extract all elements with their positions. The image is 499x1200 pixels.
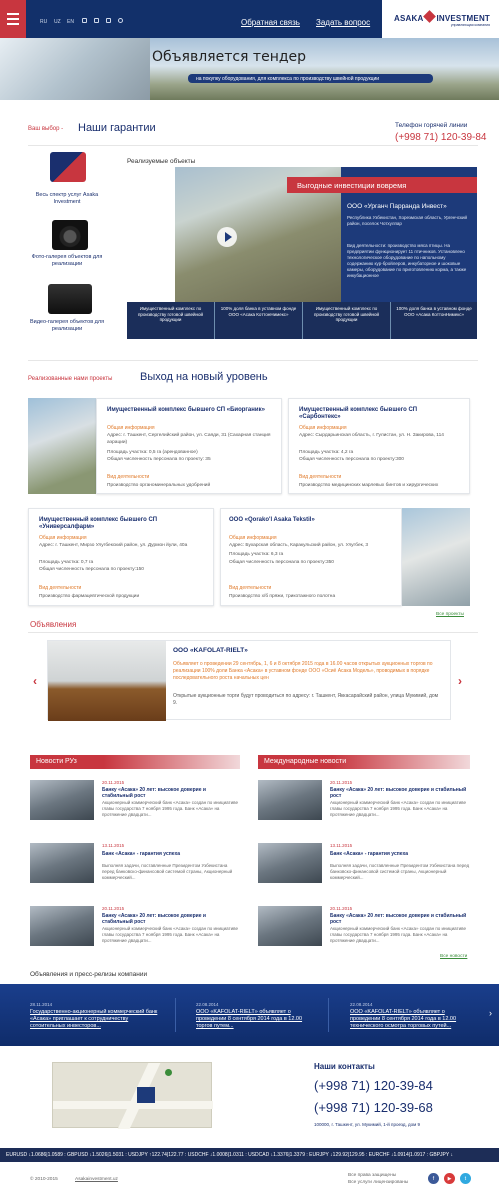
all-news-link[interactable]: Все новости [440,954,468,959]
press-next-icon[interactable]: › [489,1008,492,1018]
featured-description: Вид деятельности: производство мяса птицы. На предприятии функционирует 11 птичников. Установлено технологическое оборудование по напольному содержанию кур-бройлеров, инкубаторное и шоковые камеры, оборудование по приготовлению корма, а также инкубационное [347,243,467,278]
divider [28,632,478,633]
realized-small: Реализованные нами проекты [28,376,113,382]
news-date: 13.11.2015 [102,843,125,848]
hotline-label: Телефон горячей линии [395,122,468,129]
project-staff: Общая численность персонала по проекту: 35 [107,457,211,462]
featured-logo-panel [127,167,175,302]
news-image[interactable] [30,843,94,883]
news-text: Акционерный коммерческий банк «Асака» создан по инициативе главы государства 7 ноября 1995 года. Банк «Асака» на протяжение двадцати... [330,926,466,943]
project-info-label: Общая информация [299,425,347,431]
news-intl-heading[interactable]: Международные новости [258,755,470,769]
news-title[interactable]: Банку «Асака» 20 лет: высокое доверие и стабильный рост [102,787,206,799]
press-heading: Объявления и пресс-релизы компании [30,971,148,978]
news-date: 20.11.2015 [330,906,353,911]
news-title[interactable]: Банку «Асака» 20 лет: высокое доверие и стабильный рост [330,787,467,799]
project-area: Площадь участка: 0,5 га (арендованное) [107,450,198,455]
featured-red-banner: Выгодные инвестиции вовремя [287,177,477,193]
project-activity: Производство медицинских марлевых бинтов и хирургических [299,483,439,488]
project-address: Адрес: г. Ташкент, Сергелийский район, ул. Саяди, 31 (Сахарная станция аэрации) [107,433,271,445]
project-address: Адрес: г. Ташкент, Мирзо Улугбекский район, ул. Дурмон йули, 40а [39,543,188,548]
news-text: Выполняя задачи, поставленные Президентом Узбекистана перед банковско-финансовой системой страны, Акционерный коммерческий... [102,863,233,880]
banner-factory-photo [0,38,150,100]
news-date: 20.11.2015 [102,780,125,785]
project-activity-label: Вид деятельности [299,474,342,480]
featured-tab[interactable]: Имущественный комплекс по производству готовой швейной продукции [127,302,214,339]
video-camera-icon[interactable] [48,284,92,314]
next-arrow-icon[interactable]: › [458,674,462,688]
feedback-link[interactable]: Обратная связь [241,18,300,27]
project-address: Адрес: Сырдарьинская область, г. Гулистан, ул. Н. Закирова, 114 [299,433,444,438]
logo-text-2: INVESTMENT [436,13,491,23]
services-icon[interactable] [50,152,86,182]
search-icon[interactable] [118,18,123,23]
home-icon[interactable] [82,18,87,23]
banner-title: Объявляется тендер [152,49,307,65]
map-road [53,1101,213,1109]
divider [328,998,329,1032]
project-info-label: Общая информация [229,535,277,541]
news-date: 13.11.2015 [330,843,353,848]
currency-ticker: EURUSD ↓1.0686|1.0589 : GBPUSD ↓1.5026|1.5031 : USDJPY ↑122.74|122.77 : USDCHF ↓1.0008|1.0311 : USDCAD ↓1.3376|1.3379 : EURJPY ↓129.92|129.95 : EURCHF ↓1.0914|1.0917 : GBPJPY ↓ [0,1148,499,1162]
map-building-icon [137,1087,155,1103]
featured-address: Республика Узбекистан, Хорезмская область, Ургенчский район, поселок Чотхулпар [347,215,467,226]
featured-slider[interactable] [127,167,477,339]
project-staff: Общая численность персонала по проекту:350 [229,560,334,565]
project-activity-label: Вид деятельности [229,585,272,591]
announce-heading: Объявления [30,620,77,629]
prev-arrow-icon[interactable]: ‹ [33,674,37,688]
all-projects-link[interactable]: Все проекты [436,612,464,617]
press-date: 22.08.2014 [196,1002,219,1007]
hotline-phone[interactable]: (+998 71) 120-39-84 [395,132,487,143]
featured-title: ООО «Урганч Парранда Инвест» [347,203,447,210]
project-title[interactable]: Имущественный комплекс бывшего СП «Сарбонтекс» [299,407,418,420]
rights-text: Все права защищены [348,1173,397,1178]
news-title[interactable]: Банку «Асака» 20 лет: высокое доверие и стабильный рост [102,913,206,925]
project-address: Адрес: Бухарская область, Каракульский район, ул. Улугбек, 3 [229,543,369,548]
featured-tab[interactable]: Имущественный комплекс по производству готовой швейной продукции [303,302,390,339]
copyright: © 2010-2015 [30,1177,58,1182]
project-activity-label: Вид деятельности [107,474,150,480]
announce-text: Открытые аукционные торги будут проводиться по адресу: г. Ташкент, Яккасарайский район, улица Мукимий, дом 9. [173,693,439,706]
side-photo-label[interactable]: Фото-галерея объектов для реализации [31,254,103,267]
news-title[interactable]: Банку «Асака» 20 лет: высокое доверие и стабильный рост [330,913,467,925]
project-title[interactable]: Имущественный комплекс бывшего СП «Биорганик» [107,407,265,413]
news-text: Акционерный коммерческий банк «Асака» создан по инициативе главы государства 7 ноября 1995 года. Банк «Асака» на протяжение двадцати... [102,926,238,943]
project-photo [28,398,96,494]
contact-phone-2[interactable]: (+998 71) 120-39-68 [314,1100,433,1115]
announcement-card[interactable] [47,640,451,720]
project-card[interactable] [220,508,402,606]
news-date: 20.11.2015 [102,906,125,911]
project-activity: Производство фармацевтической продукции [39,594,140,599]
project-card[interactable] [28,508,214,606]
youtube-icon[interactable]: ▶ [444,1173,455,1184]
featured-heading: Реализуемые объекты [127,158,196,165]
facebook-icon[interactable]: f [428,1173,439,1184]
logo-text: ASAKA [394,13,424,23]
project-activity-label: Вид деятельности [39,585,82,591]
project-card[interactable] [96,398,282,494]
press-slider[interactable] [0,984,499,1046]
lang-uz[interactable]: UZ [54,19,61,25]
logo-diamond-icon [424,10,437,23]
news-text: Акционерный коммерческий банк «Асака» создан по инициативе главы государства 7 ноября 1995 года. Банк «Асака» на протяжение двадцати... [330,800,466,817]
lang-ru[interactable]: RU [40,19,48,25]
announce-highlight: Объявляет о проведении 29 сентябрь, 1, 6 и 8 октября 2015 года в 16.00 часов открытых аукционных торгов по реализации 100% доли Банка «Асака» в уставном фонде ООО «Осиё Асака Модель», проводимых в порядке последовательного роста начальных цен [173,661,433,681]
project-area: Площадь участка: 0,7 га [39,560,94,565]
guarantees-title: Наши гарантии [78,122,156,134]
news-date: 20.11.2015 [330,780,353,785]
project-staff: Общая численность персонала по проекту:150 [39,567,144,572]
news-image[interactable] [30,780,94,820]
featured-tab[interactable]: 100% доля банка в уставном фонде ООО «Асака КоттонНимекс» [391,302,477,339]
side-video-label[interactable]: Видео-галерея объектов для реализации [29,319,105,332]
project-title[interactable]: Имущественный комплекс бывшего СП «Универсалфарм» [39,517,158,530]
project-title[interactable]: ООО «Qorako'l Asaka Tekstil» [229,517,315,523]
news-text: Акционерный коммерческий банк «Асака» создан по инициативе главы государства 7 ноября 1995 года. Банк «Асака» на протяжение двадцати... [102,800,238,817]
twitter-icon[interactable]: t [460,1173,471,1184]
news-title[interactable]: Банк «Асака» - гарантия успеха [102,851,181,857]
news-title[interactable]: Банк «Асака» - гарантия успеха [330,851,409,857]
project-activity: Производство х/б пряжи, трикотажного полотна [229,594,336,599]
project-photo [402,508,470,606]
news-image[interactable] [30,906,94,946]
press-date: 22.08.2014 [350,1002,373,1007]
camera-icon[interactable] [52,220,88,250]
news-image[interactable] [258,843,322,883]
divider [28,145,478,146]
mail-icon[interactable] [106,18,111,23]
play-icon[interactable] [217,227,237,247]
logo-subtitle: управляющая компания [450,22,491,27]
sitemap-icon[interactable] [94,18,99,23]
logo[interactable] [382,0,499,38]
project-info-label: Общая информация [39,535,87,541]
project-area: Площадь участка: 6,3 га [229,552,284,557]
menu-button[interactable] [0,0,26,38]
featured-tab[interactable]: 100% доля банка в уставном фонде ООО «Асака КоттонНимекс» [215,302,302,339]
project-area: Площадь участка: 4,2 га [299,450,354,455]
press-link[interactable]: ООО «KAFOLAT-RIELT» объявляет о проведении 8 сентября 2014 года в 12.00 технического осмотра торговых путей... [350,1009,457,1029]
press-link[interactable]: Государственно-акционерный коммерческий банк «Асака» приглашает к сотрудничеству сотоительных инвесторов... [30,1009,158,1029]
announce-title[interactable]: ООО «KAFOLAT-RIELT» [173,647,248,654]
lang-en[interactable]: EN [67,19,74,25]
ask-question-link[interactable]: Задать вопрос [316,18,371,27]
banner-subtitle: на покупку оборудования, для комплекса по производству швейной продукции [188,74,433,83]
news-uz-heading[interactable]: Новости РУз [30,755,240,769]
site-link[interactable]: Asakainvestment.uz [75,1177,118,1182]
project-info-label: Общая информация [107,425,155,431]
press-link[interactable]: ООО «KAFOLAT-RIELT» объявляет о проведении 8 сентября 2014 года в 12.00 торгов путем... [196,1009,303,1029]
contact-address: 100000, г. Ташкент, ул. Мукимий, 1-й проезд, дом 9 [314,1122,420,1127]
location-map[interactable] [52,1062,212,1128]
guarantees-small: Ваш выбор - [28,126,64,132]
map-marker-icon [165,1069,172,1076]
project-card[interactable] [288,398,470,494]
contact-phone-1[interactable]: (+998 71) 120-39-84 [314,1078,433,1093]
press-date: 28.11.2014 [30,1002,53,1007]
gavel-photo [48,641,166,721]
divider [175,998,176,1032]
news-image[interactable] [258,906,322,946]
project-staff: Общая численность персонала по проекту:300 [299,457,404,462]
divider [28,360,478,361]
contacts-heading: Наши контакты [314,1062,375,1071]
side-services-label[interactable]: Весь спектр услуг Asaka Investment [35,192,99,205]
license-text: Все услуги лицензированы [348,1180,409,1185]
project-activity: Производство органоминеральных удобрений [107,483,211,488]
realized-title: Выход на новый уровень [140,371,268,383]
news-text: Выполняя задачи, поставленные Президентом Узбекистана перед банковско-финансовой системой страны, Акционерный коммерческий... [330,863,470,880]
news-image[interactable] [258,780,322,820]
